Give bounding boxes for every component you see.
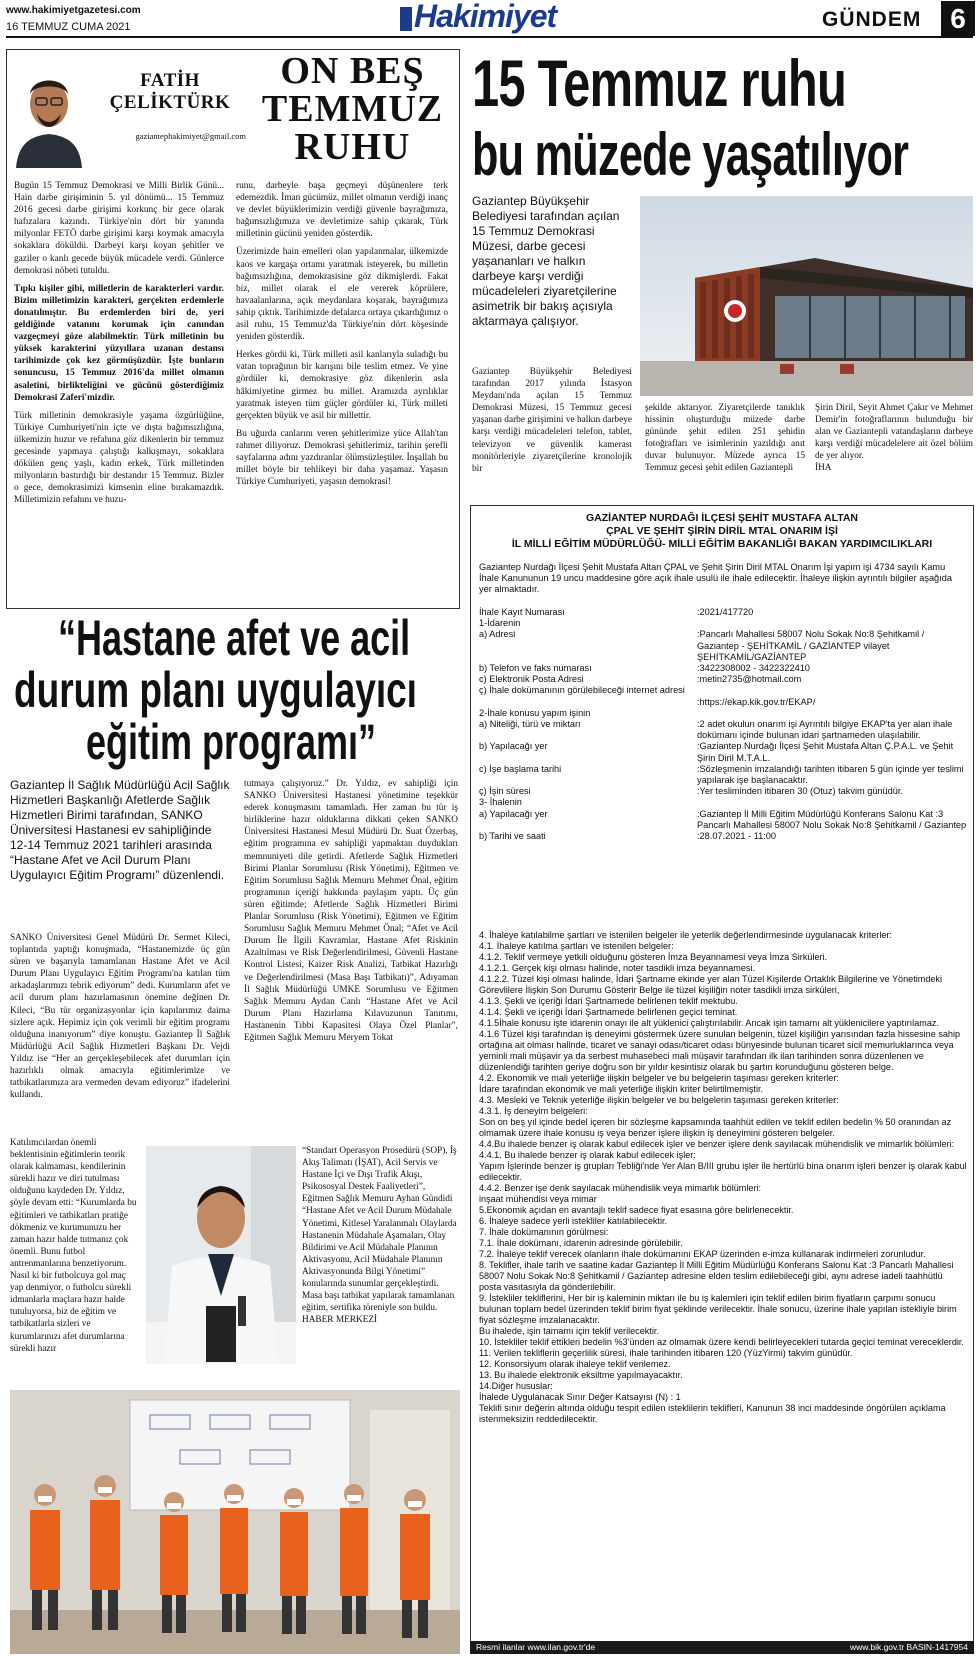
tender-condition: 9. İstekliler tekliflerini, Her bir iş kaleminin miktarı ile bu iş kalemleri için teklif edilen birim fiyatların çarpımı sonucu bulunan toplam bedel üzerinden teklif birim fiyat şeklinde verilecektir. İhale sonucu, üzerine ihale yapılan istekliyle birim fiyat sözleşme imzalanacaktır. <box>479 1293 957 1325</box>
hospital-text-col2: tutmaya çalışıyoruz.” Dr. Yıldız, ev sahipliği için SANKO Üniversitesi Hastanesi yönetimine teşekkür ederek konuşmasını tamamladı. Her zaman bu tür iş birliklerine hazır olduklarına dikkati çeken SANKO Üniversitesi Hastanesi Mesul Müdürü Dr. Suat Özerbaş, eğitim programına ev sahipliği yapmaktan duydukları memnuniyeti dile getirdi. Afetlerde Sağlık Hizmetleri Birimi Planlar Sorumlusu (Risk Yönetimi), Eğitmen ve Eğitim Sorumlusu Sağlık Memuru Mehmet Önal, eğitim programının içeriği hakkında paylaşım yaptı. Üç gün süren eğitimde; Afetlerde Sağlık Hizmetleri Birimi Planlar Sorumlusu (Risk Yönetimi), Eğitmen ve Eğitim Sorumlusu Sağlık Memuru Mehmet Önal; “Afet ve Acil Durum İle İlgili Kavramlar, Hastane Afet Riskinin Azaltılması ve Risk Değerlendirilmesi, Güvenli Hastane Kontrol Listesi, Kaizer Risk Analizi, Tatbikat Hazırlığı ve Değerlendirilmesi (Masa Başı Tatbikatı)”, Adıyaman İl Sağlık Müdürlüğü UMKE Sorumlusu ve Eğitmen Sağlık Memuru Aydan Canlı “Hastane Afet ve Acil Durum Planı Hazırlama Kılavuzunun Tanıtımı, Hastanenin Tıbbi Kapasitesi Olaya Özel Planlar”, Eğitmen Sağlık Memuru Meryem Tokat <box>244 779 458 1043</box>
tender-row <box>479 618 967 629</box>
tender-condition: 8. Teklifler, ihale tarih ve saatine kadar Gaziantep İl Milli Eğitim Müdürlüğü Konferans Salonu Kat :3 Pancarlı Mahallesi 58007 Nolu Sokak No:8 Şehitkamil / Gaziantep adresine elden teslim edilebileceği gibi, aynı adrese iadeli taahhütlü posta vasıtasıyla da gönderilebilir. <box>479 1260 954 1292</box>
tender-condition: 4.3.1. İş deneyim belgeleri: <box>479 1106 588 1116</box>
tender-row-key: a) Adresi <box>479 629 516 640</box>
author-email[interactable]: gaziantephakimiyet@gmail.com <box>135 131 246 141</box>
tender-condition: Son on beş yıl içinde bedel içeren bir sözleşme kapsamında taahhüt edilen ve teklif edilen bedelin % 50 oranından az olmamak üzere ihale konusu iş veya benzer işlere ilişkin iş deneyimini gösteren belgeler. <box>479 1117 952 1138</box>
tender-footer <box>470 1641 974 1654</box>
hospital-headline-3: eğitim programı” <box>86 714 377 770</box>
tender-condition: 10. İstekliler teklif ettikleri bedelin %3'ünden az olmamak üzere kendi belirleyecekleri tutarda geçici teminat vereceklerdir. <box>479 1337 964 1347</box>
tender-details-table <box>479 607 967 842</box>
museum-headline-1: 15 Temmuz ruhu <box>472 46 847 120</box>
page-number: 6 <box>941 1 975 36</box>
tender-condition: 4.1.5İhale konusu işte idarenin onayı ile alt yüklenici çalıştırılabilir. Ancak işin tamamı alt yüklenicilere yaptırılamaz. <box>479 1018 939 1028</box>
section-label: GÜNDEM <box>822 8 922 31</box>
tender-row-key: 2-İhale konusu yapım işinin <box>479 707 591 718</box>
tender-row-key: 1-İdarenin <box>479 618 521 629</box>
column-title-line: RUHU <box>294 126 411 168</box>
tender-row-value: :3422308002 - 3422322410 <box>697 663 810 674</box>
tender-condition: 7.2. İhaleye teklif verecek olanların ihale dokümanını EKAP üzerinden e-imza kullanarak indirmeleri zorunludur. <box>479 1249 926 1259</box>
tender-intro: Gaziantep Nurdağı İlçesi Şehit Mustafa Altan ÇPAL ve Şehit Şirin Diril MTAL Onarım İşi yapım işi 4734 sayılı Kamu İhale Kanununun 19 uncu maddesine göre açık ihale usulü ile ihale edilecektir. İhaleye ilişkin ayrıntılı bilgiler aşağıda yer almaktadır. <box>479 562 952 595</box>
tender-condition: 13. Bu ihalede elektronik eksiltme yapılmayacaktır. <box>479 1370 683 1380</box>
tender-condition: Yapım İşlerinde benzer iş grupları Tebliği'nde Yer Alan B/III grubu işler ile hertürlü bina onarım işleri benzer iş olarak kabul edilecektir. <box>479 1161 967 1182</box>
column-title <box>250 52 455 166</box>
tender-condition: 4.2. Ekonomik ve mali yeterliğe ilişkin belgeler ve bu belgelerin taşıması gereken kriterler: <box>479 1073 839 1083</box>
tender-condition: 4.3. Mesleki ve Teknik yeterliğe ilişkin belgeler ve bu belgelerin taşıması gereken kriterler: <box>479 1095 839 1105</box>
tender-condition: 5.Ekonomik açıdan en avantajlı teklif sadece fiyat esasına göre belirlenecektir. <box>479 1205 794 1215</box>
tender-row <box>479 708 967 719</box>
news-source: HABER MERKEZİ <box>302 1315 378 1326</box>
tender-condition: Bu ihalede, işin tamamı için teklif verilecektir. <box>479 1326 659 1336</box>
tender-row <box>479 809 967 831</box>
tender-row-key: a) Yapılacağı yer <box>479 808 548 819</box>
author-photo <box>10 60 88 168</box>
tender-row <box>479 697 967 708</box>
paragraph: runu, darbeyle başa geçmeyi düşünenlere terk edemezdik. İman gücümüz, millet olmanın verdiği inanç ve devlet büyüklerimizin verdiği güvenle bayrağımıza, bağımsızlığımıza ve devletimize sahip çıkarak, Türk milletinin gücünü yeniden gösterdik. <box>236 181 448 240</box>
footer-ilan-link[interactable]: Resmi ilanlar www.ilan.gov.tr'de <box>476 1642 596 1652</box>
tender-condition: 4.1.6 Tüzel kişi tarafından iş deneyimi göstermek üzere sunulan belgenin, tüzel kişiliğin yarısından fazla hissesine sahip ortağına ait olması halinde, ticaret ve sanayi odası/ticaret odası bünyesinde bulunan ticaret sicil memurluklarınca veya yeminli mali müşavir ya da serbest muhasebeci mali müşavir tarafından ilk ilan tarihinden sonra düzenlenen ve düzenlendiği tarihten geriye doğru son bir yıldır kesintisiz olarak bu şartın korunduğunu gösteren belge. <box>479 1029 961 1072</box>
tender-row-key: İhale Kayıt Numarası <box>479 607 565 617</box>
tender-row-key: c) Elektronik Posta Adresi <box>479 674 584 685</box>
museum-text-col2: şekilde aktarıyor. Ziyaretçilerde tanıklık hissinin oluşturduğu müzede darbe gününde şehit edilen 251 şehidin fotoğrafları ve isimlerinin yazıldığı anıt duvar bulunuyor. Müzede ayrıca 15 Temmuz gecesi şehit edilen Gaziantepli <box>645 403 805 474</box>
tender-condition: 11. Verilen tekliflerin geçerlilik süresi, ihale tarihinden itibaren 120 (YüzYirmi) takvim günüdür. <box>479 1348 853 1358</box>
tender-condition: 4.4.2. Benzer işe denk sayılacak mühendislik veya mimarlık bölümleri: <box>479 1183 762 1193</box>
author-name-line: ÇELİKTÜRK <box>109 92 231 113</box>
tender-row-key: a) Niteliği, türü ve miktarı <box>479 719 581 730</box>
tender-condition: 7.1. İhale dokümanı, idarenin adresinde görülebilir. <box>479 1238 683 1248</box>
tender-condition: İhalede Uygulanacak Sınır Değer Katsayısı (N) : 1 <box>479 1392 681 1402</box>
museum-text-col3 <box>815 402 973 475</box>
tender-row-key: c) İşe başlama tarihi <box>479 763 562 774</box>
column-text-col1 <box>14 180 224 506</box>
tender-row <box>479 786 967 797</box>
tender-row <box>479 764 967 786</box>
museum-headline-2: bu müzede yaşatılıyor <box>472 121 909 188</box>
tender-condition: 4.4.Bu ihalede benzer iş olarak kabul edilecek işler ve benzer işlere denk sayılacak mühendislik ve mimarlık bölümleri: <box>479 1139 955 1149</box>
tender-row <box>479 685 967 696</box>
tender-row-value <box>697 618 967 629</box>
tender-title-line: İL MİLLİ EĞİTİM MÜDÜRLÜĞÜ- MİLLİ EĞİTİM BAKANLIĞI BAKAN YARDIMCILIKLARI <box>511 538 933 550</box>
paragraph: Türk milletinin demokrasiyle yaşama özgürlüğüne, Türkiye Cumhuriyeti'nin içte ve dışta bağımsızlığına, ülkemizin huzur ve refahına göz dikenlerin bir temmuz gecesinde yapmaya çalıştığı kalkışmayı, sokaklara dökülen genç yaşlı, kadın erkek, Türk milletinden milyonların bastırdığı bir destandır 15 Temmuz. Bizler o gece, demokrasimizi kimsenin eline bırakamazdık. Milletimizin refahını ve huzu- <box>14 410 224 506</box>
issue-date: 16 TEMMUZ CUMA 2021 <box>6 21 131 33</box>
tender-condition: 12. Konsorsiyum olarak ihaleye teklif verilemez. <box>479 1359 671 1369</box>
hospital-lead: Gaziantep İl Sağlık Müdürlüğü Acil Sağlık Hizmetleri Başkanlığı Afetlerde Sağlık Hizmetleri Birimi tarafından, SANKO Üniversitesi Hastanesi ev sahipliğinde 12-14 Temmuz 2021 tarihleri arasında “Hastane Afet ve Acil Durum Planı Uygulayıcı Eğitim Programı” düzenlendi. <box>10 778 230 882</box>
tender-row-value: :2021/417720 <box>697 607 754 617</box>
paragraph: Herkes gördü ki, Türk milleti asil kanlarıyla suladığı bu vatan toprağının bir karışını bile teslim etmez. Ve yine gördüler ki, demokrasiye göz dikenlerin asla hâkimiyetine girmez bu millet. Aramızda ayrılıklar yaratmak isteyen tüm güçler gördüler ki, Türk milleti gerçekten büyük ve asil bir millettir. <box>236 350 448 421</box>
tender-conditions-list <box>479 930 967 1425</box>
hospital-text-col1-narrow: Katılımcılardan önemli beklentisinin eğitimlerin teorik olarak kalmaması, kendilerinin sürekli hazır ve diri tutulması olduğunu kaydeden Dr. Yıldız, şöyle devam etti: “Kurumlarda bu eğitimleri ve tatbikatları pratiğe dökmeniz ve kurumunuzu her zaman hazır halde tutmanız çok önemli. Bunu futbol antrenmanlarına benzetiyorum. Nasıl ki bir futbolcuya gol maç yap denmiyor, o futbolcu sürekli idmanlarla maçlara hazır halde tutuluyorsa, biz de eğitim ve tatbikatlarla sizleri ve kurumlarınızı afet durumlarına sürekli hazır <box>10 1138 137 1354</box>
tender-row-value <box>697 797 967 808</box>
tender-condition: İdare tarafından ekonomik ve mali yeterliğe ilişkin kriter belirtilmemiştir. <box>479 1084 764 1094</box>
tender-row-key: 3- İhalenin <box>479 797 522 808</box>
tender-row <box>479 831 967 842</box>
header-rule <box>6 36 973 38</box>
logo <box>400 1 600 35</box>
tender-row-key <box>479 697 697 708</box>
news-source: İHA <box>815 463 832 474</box>
tender-condition: 6. İhaleye sadece yerli istekliler katılabilecektir. <box>479 1216 668 1226</box>
paragraph: “Standart Operasyon Prosedürü (SOP), İş Akış Talimatı (İŞAT), Acil Servis ve Hastane İçi ve Dışı Trafik Akışı, Psikososyal Destek Faaliyetleri”, Eğitmen Sağlık Memuru Ayhan Gündidi “Hastane Afet ve Acil Durum Müdahale Yönetimi, Kitlesel Yaralanmalı Olaylarda Hastanenin Müdahale Aşamaları, Olay Bildirimi ve Acil Müdahale Planının Aktivasyonu, Acil Müdahale Planının Aktivasyonunda Bilgi Yönetimi” konularında sunumlar gerçekleştirdi. Masa başı tatbikat yapılarak tamamlanan eğitim, sertifika töreniyle son buldu. <box>302 1146 457 1314</box>
tender-title <box>472 512 972 551</box>
column-text-col2 <box>236 180 448 488</box>
tender-condition: 4.1.3. Şekli ve içeriği İdari Şartnamede belirlenen teklif mektubu. <box>479 996 738 1006</box>
tender-row <box>479 674 967 685</box>
author-name-line: FATİH <box>140 70 200 91</box>
museum-text-col1: Gaziantep Büyükşehir Belediyesi tarafından 2017 yılında İstasyon Meydanı'nda açılan 15 Temmuz Demokrasi Müzesi, 15 Temmuz gecesi yaşanan darbe girişimini ve halkın darbeye karşı verdiği mücadeleleri telefon, tablet, televizyon ve güvenlik kamerası monitörleriyle ziyaretçilerine kronolojik bir <box>472 367 632 474</box>
tender-condition: inşaat mühendisi veya mimar <box>479 1194 597 1204</box>
tender-row-value <box>697 685 967 696</box>
logo-wordmark: Hakimiyet <box>414 0 557 34</box>
tender-row-value: :Gaziantep İl Milli Eğitim Müdürlüğü Konferans Salonu Kat :3 Pancarlı Mahallesi 58007 Nolu Sokak No:8 Şehitkamil / Gaziantep <box>697 808 967 830</box>
tender-condition: 14.Diğer hususlar: <box>479 1381 553 1391</box>
paragraph: Bu uğurda canlarını veren şehitlerimize yüce Allah'tan rahmet diliyoruz. Demokrasi şehitlerimiz, tarihin şerefli sayfalarına adını yazdıranlar ölümsüzleştiler. İnşallah bu millet böyle bir tehlikeyi bir daha yaşamaz. Yaşasın Türkiye Cumhuriyeti, yaşasın demokrasi! <box>236 428 448 488</box>
tender-row-value: :https://ekap.kik.gov.tr/EKAP/ <box>697 696 816 707</box>
paragraph: Bugün 15 Temmuz Demokrasi ve Milli Birlik Günü... Hain darbe girişiminin 5. yıl dönümü... 15 Temmuz 2016 gecesi darbe girişimi korkunç bir gece olarak hafızalara kazındı. Türkiye'nin dört bir yanında milyonlar FETÖ darbe girişimi karşı koymak amacıyla sokaklara döküldü. Darbeyi karşı koyan şehitler ve gaziler o kanlı gecede büyük mücadele verdi. Günlerce demokrasi nöbeti tutuldu. <box>14 181 224 276</box>
hospital-text-col2-narrow <box>302 1145 458 1326</box>
tender-row-value: :Gaziantep Nurdağı İlçesi Şehit Mustafa Altan Ç.P.A.L. ve Şehit Şirin Diril M.T.A.L. <box>697 741 954 763</box>
site-url[interactable]: www.hakimiyetgazetesi.com <box>6 5 141 16</box>
hospital-headline-2: durum planı uygulayıcı <box>14 662 417 718</box>
tender-condition: 4.1. İhaleye katılma şartları ve istenilen belgeler: <box>479 941 674 951</box>
tender-row-key: b) Tarihi ve saati <box>479 831 546 842</box>
tender-row <box>479 797 967 808</box>
museum-lead: Gaziantep Büyükşehir Belediyesi tarafından açılan 15 Temmuz Demokrasi Müzesi, darbe gecesi yaşananları ve halkın darbeye karşı verdiği mücadeleleri ziyaretçilerine asimetrik bir bakış açısıyla aktarmaya çalışıyor. <box>472 194 620 328</box>
tender-title-line: GAZİANTEP NURDAĞI İLÇESİ ŞEHİT MUSTAFA ALTAN <box>585 512 859 524</box>
tender-row-value: :Pancarlı Mahallesi 58007 Nolu Sokak No:8 Şehitkamil / Gaziantep - ŞEHİTKAMİL / GAZİANTEP vilayet ŞEHİTKAMİL/GAZİANTEP <box>697 629 925 662</box>
tender-condition: 4.4.1. Bu ihalede benzer iş olarak kabul edilecek işler: <box>479 1150 696 1160</box>
tender-row-value: :2 adet okulun onarım işi Ayrıntılı bilgiye EKAP'ta yer alan ihale dokümanı içinde bulunan idari şartnameden ulaşılabilir. <box>697 719 953 741</box>
paragraph: Şirin Diril, Seyit Ahmet Çakır ve Mehmet Demir'in fotoğraflarının bulunduğu bir alan ve Gaziantepli vatandaşların darbeye karşı verdiği mücadelelere ait özel bölüm de yer alıyor. <box>815 403 973 462</box>
tender-condition: 4.1.2.2. Tüzel kişi olması halinde, İdari Şartname ekinde yer alan Tüzel Kişilerde Ortaklık Bilgilerine ve Yönetimdeki Görevlilere İlişkin Son Durumu Gösterir Belge ile tüzel kişiliğin noter tasdikli imza sirküleri, <box>479 974 942 995</box>
column-title-line: TEMMUZ <box>261 88 444 130</box>
tender-row-value: :28.07.2021 - 11:00 <box>697 831 777 842</box>
tender-row-key: ç) İhale dokümanının görülebileceği internet adresi <box>479 685 685 696</box>
tender-condition: 7. İhale dokümanının görülmesi: <box>479 1227 609 1237</box>
tender-row-key: ç) İşin süresi <box>479 786 531 797</box>
tender-condition: 4.1.4. Şekli ve içeriği İdari Şartnamede belirlenen geçici teminat. <box>479 1007 738 1017</box>
tender-title-line: ÇPAL VE ŞEHİT ŞİRİN DİRİL MTAL ONARIM İŞİ <box>606 525 838 537</box>
hospital-text-col1: SANKO Üniversitesi Genel Müdürü Dr. Sermet Kileci, toplantıda yaptığı konuşmada, “Hastanemizde üç gün süren ve başarıyla tamamlanan Hastane Afet ve Acil Durum Planı Uygulayıcı Eğitim Programı'na katılan tüm arkadaşlarımızı tebrik ediyorum” dedi. Kurumların afet ve acil durum planı hazırlamasının önemine değinen Dr. Kileci, “Bu tür organizasyonlar için kapılarımız daima sizlere açık. Hepimiz için çok verimli bir eğitim programı olduğuna inanıyorum” diye konuştu. Gaziantep İl Sağlık Müdürlüğü Acil Sağlık Hizmetleri Başkanı Dr. Vejdi Yıldız ise “Her an gerçekleşebilecek afet durumları için hazırlıklı olmak amacıyla eğitimlerimize ve tatbikatlarımıza ara vermeden devam ediyoruz” ifadelerini kullandı. <box>10 933 230 1101</box>
tender-row-value <box>697 708 967 719</box>
tender-row-key: b) Telefon ve faks numarası <box>479 663 592 674</box>
footer-bik-link[interactable]: www.bik.gov.tr BASIN-1417954 <box>850 1642 968 1652</box>
column-title-line: ON BEŞ <box>280 50 425 92</box>
tender-row <box>479 741 967 763</box>
logo-flag-icon <box>400 7 412 31</box>
tender-condition: Teklifi sınır değerin altında olduğu tespit edilen isteklilerin teklifleri, Kanunun 38 inci maddesinde öngörülen açıklama istenmeksizin reddedilecektir. <box>479 1403 946 1424</box>
training-photo <box>10 1390 460 1654</box>
tender-row-value: :metin2735@hotmail.com <box>697 674 802 685</box>
tender-condition: 4.1.2. Teklif vermeye yetkili olduğunu gösteren İmza Beyannamesi veya İmza Sirküleri. <box>479 952 828 962</box>
hospital-headline-1: “Hastane afet ve acil <box>58 610 411 666</box>
tender-condition: 4.1.2.1. Gerçek kişi olması halinde, noter tasdikli imza beyannamesi. <box>479 963 755 973</box>
paragraph-bold: Tıpkı kişiler gibi, milletlerin de karakterleri vardır. Bizim milletimizin karakteri, gerçekten erdemlerle donatılmıştır. Bu erdemlerden biri de, yeri geldiğinde vatanını korumak için canından vazgeçmeyi göze alabilmektir. Türk milletinin bu yüksek karakterini yüzyıllara uzanan destansı tarihimizde çok kez görmüşüzdür. İşte bunların sonuncusu, 15 Temmuz 2016'da millet olmanın asaletini, birlikteliğini ve gücünü gösterdiğimiz Demokrasi Zaferi'mizdir. <box>14 283 224 403</box>
tender-condition: 4. İhaleye katılabilme şartları ve istenilen belgeler ile yeterlik değerlendirmesinde uygulanacak kriterler: <box>479 930 892 940</box>
tender-row-value: :Yer tesliminden itibaren 30 (Otuz) takvim günüdür. <box>697 786 903 797</box>
author-name <box>100 70 240 114</box>
doctor-photo <box>146 1146 296 1364</box>
tender-row-value: :Sözleşmenin imzalandığı tarihten itibaren 5 gün içinde yer teslimi yapılarak işe başlanacaktır. <box>697 763 964 786</box>
museum-photo <box>640 196 973 396</box>
tender-row <box>479 663 967 674</box>
paragraph: Üzerimizde hain emelleri olan yapılanmalar, ülkemizde kaos ve kargaşa ortamı yaratmak isteyerek, bu milletin bağımsızlığına, demokrasisine göz dikmişlerdi. Fakat biz, millet olarak el ele vererek köprülere, havaalanlarına, açık meydanlara koşarak, bayrağımıza sahip çıktık. Tarihimizde defalarca ortaya çıkardığımız o asil ruhu, 15 Temmuz'da Türkiye'nin dört köşesinde yeniden gösterdik. <box>236 247 448 343</box>
tender-row-key: b) Yapılacağı yer <box>479 741 548 752</box>
tender-row <box>479 607 967 618</box>
tender-row <box>479 629 967 663</box>
tender-row <box>479 719 967 741</box>
